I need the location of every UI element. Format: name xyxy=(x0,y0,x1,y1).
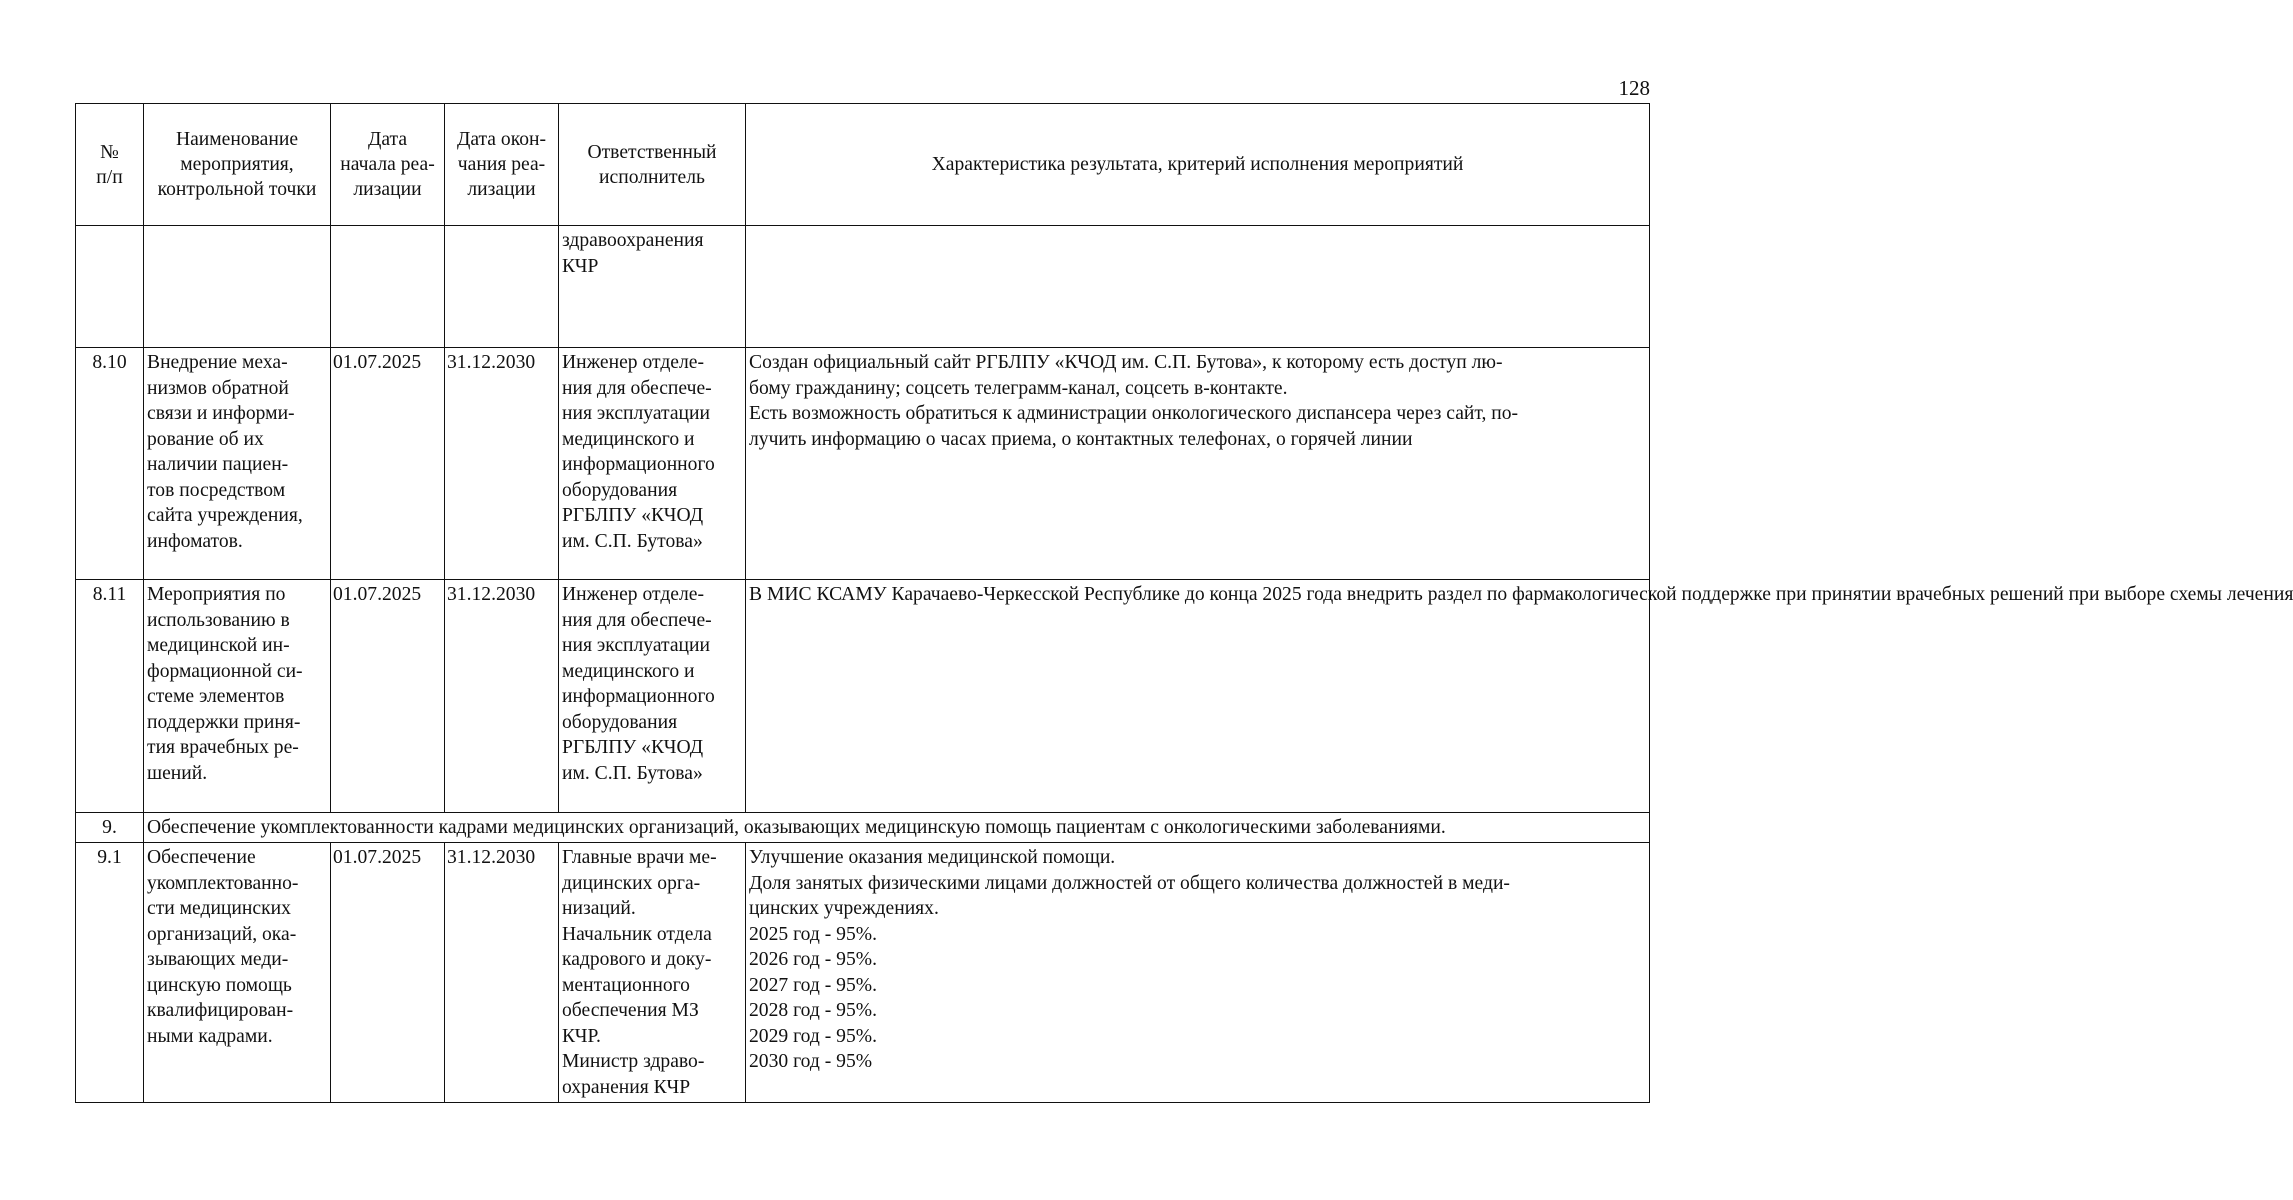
row-number: 9.1 xyxy=(76,843,144,1103)
page-number: 128 xyxy=(1618,76,1650,100)
table-row xyxy=(76,580,1650,813)
header-responsible: Ответственный исполнитель xyxy=(559,104,746,226)
row-responsible: Главные врачи ме- дицинских орга- низаций. Начальник отдела кадрового и доку- ментационного обеспечения МЗ КЧР. Министр здраво- охранения КЧР xyxy=(559,843,746,1103)
row-end-date: 31.12.2030 xyxy=(445,843,559,1103)
section-title: Обеспечение укомплектованности кадрами медицинских организаций, оказывающих медицинскую помощь пациентам с онкологическими заболеваниями. xyxy=(144,813,1650,843)
section-row xyxy=(76,813,1650,843)
row-responsible: Инженер отделе- ния для обеспече- ния эксплуатации медицинского и информационного оборудования РГБЛПУ «КЧОД им. С.П. Бутова» xyxy=(559,348,746,580)
row-number: 8.10 xyxy=(76,348,144,580)
header-number: № п/п xyxy=(76,104,144,226)
table-row xyxy=(76,348,1650,580)
row-number xyxy=(76,226,144,348)
row-number: 8.11 xyxy=(76,580,144,813)
row-name: Мероприятия по использованию в медицинской ин- формационной си- стеме элементов поддержки приня- тия врачебных ре- шений. xyxy=(144,580,331,813)
row-name: Внедрение меха- низмов обратной связи и информи- рование об их наличии пациен- тов посредством сайта учреждения, инфоматов. xyxy=(144,348,331,580)
header-name: Наименование мероприятия, контрольной точки xyxy=(144,104,331,226)
row-end-date: 31.12.2030 xyxy=(445,348,559,580)
table-header-row xyxy=(76,104,1650,226)
row-name xyxy=(144,226,331,348)
row-responsible: здравоохранения КЧР xyxy=(559,226,746,348)
row-result: Создан официальный сайт РГБЛПУ «КЧОД им. С.П. Бутова», к которому есть доступ лю- бому гражданину; соцсеть телеграмм-канал, соцсеть в-контакте. Есть возможность обратиться к администрации онкологического диспансера через сайт, по- лучить информацию о часах приема, о контактных телефонах, о горячей линии xyxy=(746,348,1650,580)
row-start-date: 01.07.2025 xyxy=(331,580,445,813)
row-responsible: Инженер отделе- ния для обеспече- ния эксплуатации медицинского и информационного оборудования РГБЛПУ «КЧОД им. С.П. Бутова» xyxy=(559,580,746,813)
table-row xyxy=(76,226,1650,348)
row-end-date xyxy=(445,226,559,348)
header-start-date: Дата начала реа- лизации xyxy=(331,104,445,226)
table-row xyxy=(76,843,1650,1103)
row-result xyxy=(746,226,1650,348)
row-start-date xyxy=(331,226,445,348)
row-name: Обеспечение укомплектованно- сти медицинских организаций, ока- зывающих меди- цинскую помощь квалифицирован- ными кадрами. xyxy=(144,843,331,1103)
row-result: Улучшение оказания медицинской помощи. Доля занятых физическими лицами должностей от общего количества должностей в меди- цинских учреждениях. 2025 год - 95%. 2026 год - 95%. 2027 год - 95%. 2028 год - 95%. 2029 год - 95%. 2030 год - 95% xyxy=(746,843,1650,1103)
header-end-date: Дата окон- чания реа- лизации xyxy=(445,104,559,226)
action-plan-table xyxy=(75,103,2293,1103)
row-start-date: 01.07.2025 xyxy=(331,348,445,580)
row-result: В МИС КСАМУ Карачаево-Черкесской Республике до конца 2025 года внедрить раздел по фармакологической поддержке при принятии врачебных решений при выборе схемы лечения xyxy=(746,580,1650,813)
row-end-date: 31.12.2030 xyxy=(445,580,559,813)
section-number: 9. xyxy=(76,813,144,843)
row-start-date: 01.07.2025 xyxy=(331,843,445,1103)
header-result: Характеристика результата, критерий исполнения мероприятий xyxy=(746,104,1650,226)
